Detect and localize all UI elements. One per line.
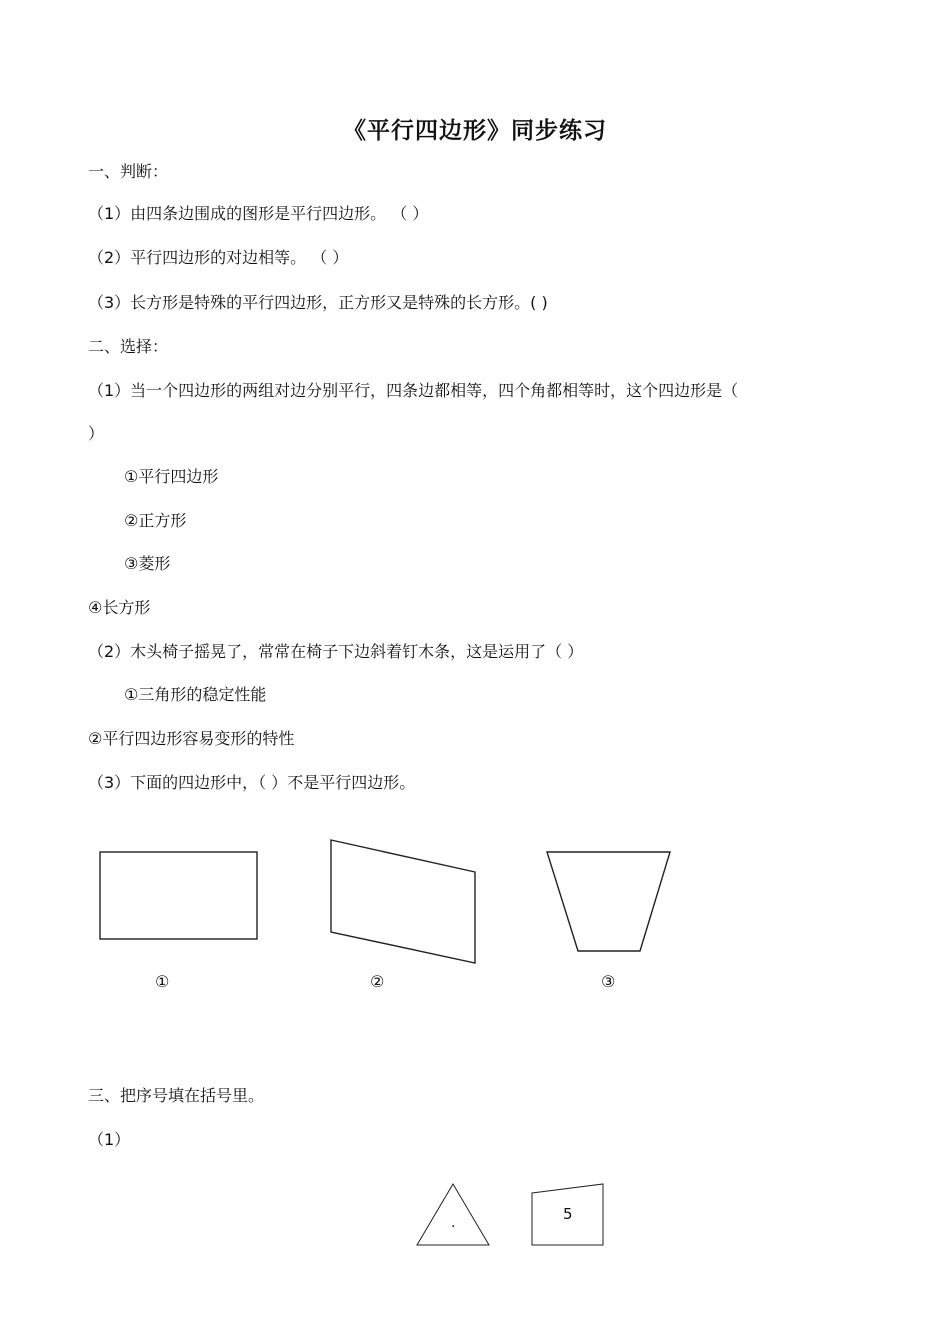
section1-heading: 一、判断： (88, 162, 169, 181)
section2-q1-option-4: ④长方形 (88, 598, 151, 617)
section2-q1-option-2: ②正方形 (124, 511, 187, 530)
triangle-label: . (451, 1215, 456, 1231)
section3-question-1: （1） (88, 1130, 131, 1149)
section2-q2-option-2: ②平行四边形容易变形的特性 (88, 729, 295, 748)
page-title: 《平行四边形》同步练习 (343, 118, 607, 144)
shape-label-3: ③ (601, 972, 616, 991)
section2-q1-option-3: ③菱形 (124, 554, 171, 573)
trapezoid-shape (547, 852, 670, 951)
shape-label-2: ② (370, 972, 385, 991)
section1-question-1: （1）由四条边围成的图形是平行四边形。 （ ） (88, 204, 429, 223)
rectangle-shape (100, 852, 257, 939)
section3-heading: 三、把序号填在括号里。 (88, 1086, 265, 1105)
quadrilateral-label: 5 (563, 1205, 573, 1223)
section2-question-1-line2: ） (88, 424, 105, 443)
section2-q2-option-1: ①三角形的稳定性能 (124, 685, 267, 704)
section2-heading: 二、选择： (88, 337, 169, 356)
parallelogram-shape (331, 840, 475, 963)
section1-question-2: （2）平行四边形的对边相等。 （ ） (88, 248, 349, 267)
section2-q1-option-1: ①平行四边形 (124, 467, 219, 486)
section2-question-2: （2）木头椅子摇晃了，常常在椅子下边斜着钉木条，这是运用了（ ） (88, 642, 584, 661)
shape-label-1: ① (155, 972, 170, 991)
section2-question-3: （3）下面的四边形中，（ ）不是平行四边形。 (88, 773, 416, 792)
section2-question-1-line1: （1）当一个四边形的两组对边分别平行，四条边都相等，四个角都相等时，这个四边形是（ (88, 381, 739, 400)
section1-question-3: （3）长方形是特殊的平行四边形，正方形又是特殊的长方形。( ) (88, 293, 548, 312)
